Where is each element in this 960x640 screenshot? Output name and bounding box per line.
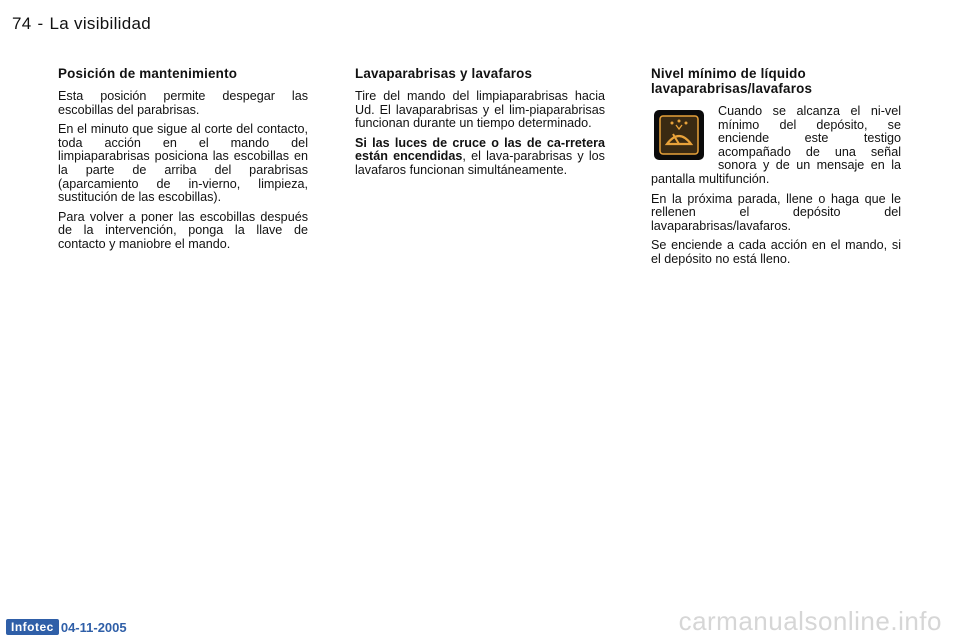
washer-paragraph-1: Tire del mando del limpiaparabrisas hacia Ud. El lavaparabrisas y el lim-piaparabrisas funcionan durante un tiempo determinado. xyxy=(355,89,605,131)
maintenance-paragraph-1: Esta posición permite despegar las escobillas del parabrisas. xyxy=(58,89,308,117)
fluid-level-paragraph-1: Cuando se alcanza el ni-vel mínimo del depósito, se enciende este testigo acompañado de una señal sonora y de un mensaje en la pantalla multifunción. xyxy=(651,104,901,186)
infotec-logo: Infotec xyxy=(6,619,59,635)
washer-heading: Lavaparabrisas y lavafaros xyxy=(355,66,533,81)
watermark: carmanualsonline.info xyxy=(678,606,942,636)
washer-after-bold-text: , el lava-parabrisas y los lavafaros funcionan simultáneamente. xyxy=(355,149,605,177)
maintenance-heading: Posición de mantenimiento xyxy=(58,66,238,81)
section-title: La visibilidad xyxy=(49,14,152,33)
fluid-level-paragraph-2: En la próxima parada, llene o haga que le rellenen el depósito del lavaparabrisas/lavafaros. xyxy=(651,191,901,233)
page-footer xyxy=(6,619,127,635)
header-separator: - xyxy=(37,14,44,33)
footer-date: 04-11-2005 xyxy=(60,619,127,635)
fluid-level-heading: Nivel mínimo de líquido lavaparabrisas/lavafaros xyxy=(651,66,813,96)
page-number: 74 xyxy=(12,14,32,33)
maintenance-position-section xyxy=(58,66,308,258)
washer-bold-text: Si las luces de cruce o las de ca-rretera están encendidas xyxy=(355,135,605,164)
fluid-level-paragraph-3: Se enciende a cada acción en el mando, si el depósito no está lleno. xyxy=(651,238,901,266)
fluid-level-section xyxy=(651,66,901,273)
page-header xyxy=(12,14,157,34)
washer-paragraph-2 xyxy=(355,137,605,178)
maintenance-paragraph-3: Para volver a poner las escobillas después de la intervención, ponga la llave de contacto y maniobre el mando. xyxy=(58,209,308,251)
washer-fluid-warning-icon xyxy=(654,110,704,160)
washer-section xyxy=(355,66,605,184)
maintenance-paragraph-2: En el minuto que sigue al corte del contacto, toda acción en el mando del limpiaparabrisas posiciona las escobillas en la parte de arriba del parabrisas (aparcamiento de in-vierno, limpieza, sustitución de las escobillas). xyxy=(58,122,308,205)
